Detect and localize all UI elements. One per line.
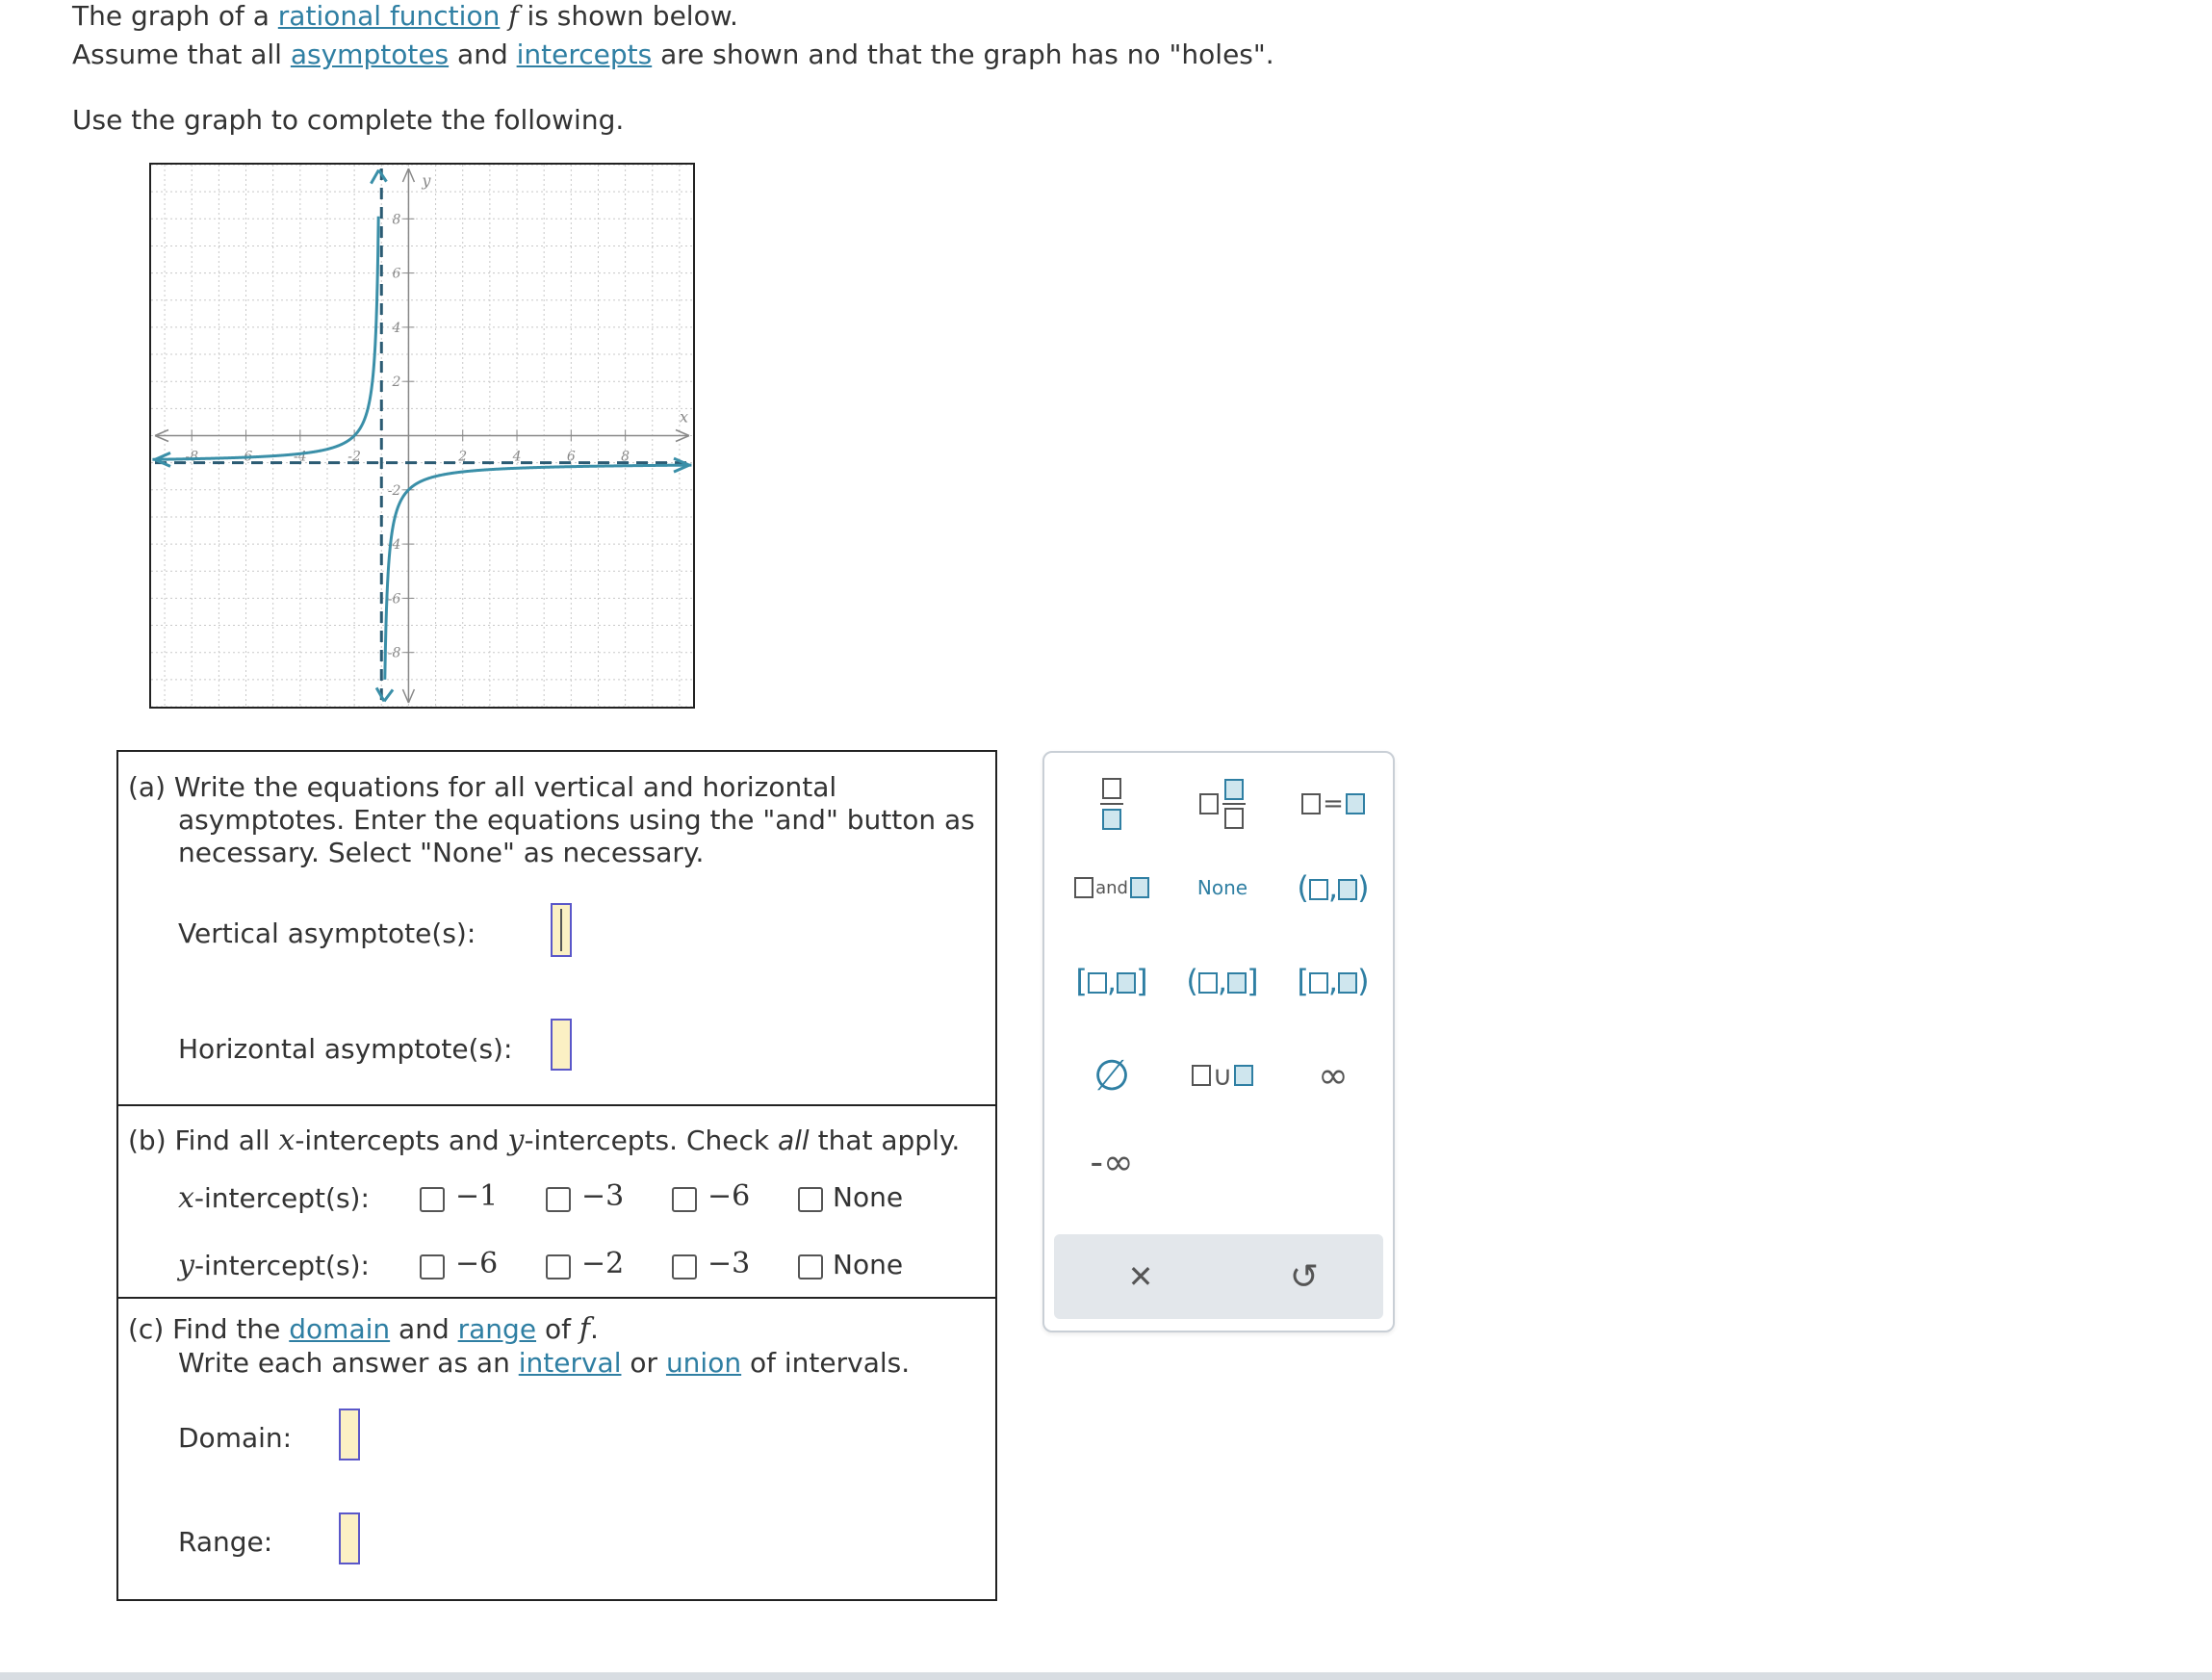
vertical-asymptote-input[interactable] [551,903,572,957]
graph-svg [151,165,693,707]
and-label: and [1095,877,1128,898]
closed-interval-button[interactable] [1064,957,1160,1005]
x-intercept-checkbox-1[interactable] [420,1187,445,1212]
equals-icon: = [1301,789,1365,818]
and-box-icon [1130,877,1149,898]
curve-arrow-top [371,170,386,184]
part-a-line-3: necessary. Select "None" as necessary. [178,837,705,868]
x-intercept-checkbox-2[interactable] [546,1187,571,1212]
part-a-line-1: (a) Write the equations for all vertical and horizontal [128,771,837,803]
x-intercept-checkbox-none[interactable] [798,1187,823,1212]
part-b-text: -intercepts. Check [524,1124,778,1156]
all-emphasis: all [777,1124,810,1156]
y-tick-label: 6 [392,266,401,282]
x-tick-label: 4 [512,449,522,465]
range-label: Range: [178,1526,273,1558]
and-button[interactable] [1064,864,1160,912]
half-open-right-icon: [ , ) [1297,963,1370,999]
part-b-text: -intercepts and [295,1124,508,1156]
x-tick-label: 6 [566,449,576,465]
asymptotes-link[interactable]: asymptotes [290,39,450,70]
curve-left-branch [152,217,378,460]
y-var: y [178,1249,194,1282]
intro-text: are shown and that the graph has no "holes". [652,39,1274,70]
part-b-text: that apply. [809,1124,961,1156]
intro-line-1 [72,0,738,32]
union-box-icon [1192,1065,1211,1086]
mixed-number-icon [1199,779,1246,829]
y-tick-label: -6 [387,591,401,607]
question-box [116,750,997,1601]
text-cursor [560,909,562,951]
x-axis-label: x [680,407,689,426]
x-intercept-option-none: None [833,1181,904,1213]
part-c-text: and [390,1313,458,1345]
intro-line-3: Use the graph to complete the following. [72,104,625,136]
closed-interval-icon: [ , ] [1075,963,1148,999]
part-c-text: Write each answer as an [178,1347,519,1379]
domain-input[interactable] [339,1409,360,1460]
y-tick-label: 2 [392,375,401,391]
x-intercept-option-3: −6 [707,1179,751,1213]
part-c-text: of intervals. [741,1347,911,1379]
y-intercept-option-1: −6 [455,1247,499,1280]
y-tick-label: -4 [387,537,401,554]
union-button[interactable] [1179,1047,1266,1104]
mixed-number-button[interactable] [1179,772,1266,836]
open-interval-icon: ( , ) [1297,869,1370,906]
x-tick-label: -8 [185,449,199,465]
empty-set-button[interactable]: ∅ [1093,1050,1131,1100]
open-interval-button[interactable] [1290,864,1376,912]
y-axis-label: y [422,171,431,190]
x-tick-label: 8 [621,449,630,465]
union-link[interactable]: union [665,1347,742,1379]
x-tick-label: -6 [239,449,253,465]
vertical-asymptote-label: Vertical asymptote(s): [178,918,476,949]
y-tick-label: -8 [387,645,401,661]
y-intercept-checkbox-3[interactable] [672,1254,697,1279]
x-intercept-checkbox-3[interactable] [672,1187,697,1212]
y-intercept-checkbox-none[interactable] [798,1254,823,1279]
rational-function-graph [149,163,695,709]
y-intercept-checkbox-2[interactable] [546,1254,571,1279]
x-intercept-option-2: −3 [581,1179,625,1213]
part-a-section [118,752,995,1106]
label-text: -intercept(s): [193,1182,370,1214]
x-intercept-label [178,1181,370,1215]
label-text: -intercept(s): [193,1250,370,1281]
curve-arrow-bottom [376,687,393,701]
half-open-left-interval-button[interactable] [1174,957,1271,1005]
x-tick-label: -2 [347,449,361,465]
palette-action-bar [1054,1234,1383,1319]
domain-link[interactable]: domain [289,1313,391,1345]
x-var: x [178,1181,194,1215]
footer-bar [0,1672,2212,1680]
horizontal-asymptote-input[interactable] [551,1019,572,1071]
part-c-section [118,1297,995,1597]
domain-label: Domain: [178,1422,293,1454]
part-c-text: . [589,1313,599,1345]
interval-link[interactable]: interval [518,1347,622,1379]
curve-right-branch [385,465,692,680]
clear-button[interactable] [1102,1248,1179,1305]
part-b-text: (b) Find all [128,1124,279,1156]
f-symbol: f [579,1312,590,1346]
range-input[interactable] [339,1512,360,1564]
infinity-button[interactable]: ∞ [1318,1054,1349,1097]
none-button[interactable]: None [1196,876,1248,899]
y-intercept-label [178,1249,370,1282]
y-var: y [507,1124,525,1157]
range-link[interactable]: range [457,1313,537,1345]
intro-text: is shown below. [518,0,738,32]
fraction-button[interactable] [1073,772,1150,836]
x-var: x [278,1124,296,1157]
equals-button[interactable] [1290,772,1376,836]
negative-infinity-button[interactable]: -∞ [1090,1141,1134,1183]
part-c-line-1 [128,1312,599,1346]
y-tick-label: -2 [387,482,401,499]
intro-text: Assume that all [72,39,291,70]
half-open-left-icon: ( , ] [1186,963,1259,999]
fraction-icon [1100,778,1123,830]
x-intercept-option-1: −1 [455,1179,499,1213]
y-intercept-checkbox-1[interactable] [420,1254,445,1279]
x-tick-label: 2 [458,449,468,465]
f-symbol: f [508,0,519,32]
union-symbol: ∪ [1212,1059,1233,1092]
part-b-line-1 [128,1124,960,1157]
half-open-right-interval-button[interactable] [1285,957,1381,1005]
math-palette [1042,751,1395,1332]
horizontal-asymptote-label: Horizontal asymptote(s): [178,1033,513,1065]
y-tick-label: 4 [392,320,401,336]
intercepts-link[interactable]: intercepts [516,39,653,70]
x-tick-label: -4 [294,449,307,465]
and-box-icon [1074,877,1093,898]
intro-line-2 [72,39,1274,70]
close-icon: ✕ [1127,1258,1154,1295]
union-box-icon [1234,1065,1253,1086]
y-intercept-option-2: −2 [581,1247,625,1280]
intro-text: The graph of a [72,0,278,32]
undo-icon: ↺ [1289,1256,1320,1297]
undo-button[interactable] [1266,1248,1343,1305]
part-a-line-2: asymptotes. Enter the equations using the "and" button as [178,804,975,836]
rational-function-link[interactable]: rational function [277,0,501,32]
intro-text: and [449,39,517,70]
y-intercept-option-3: −3 [707,1247,751,1280]
y-intercept-option-none: None [833,1249,904,1280]
part-c-text: of [536,1313,579,1345]
part-c-text: (c) Find the [128,1313,290,1345]
y-tick-label: 8 [392,212,401,228]
part-c-line-2 [178,1347,910,1379]
part-c-text: or [621,1347,666,1379]
part-b-section [118,1104,995,1299]
